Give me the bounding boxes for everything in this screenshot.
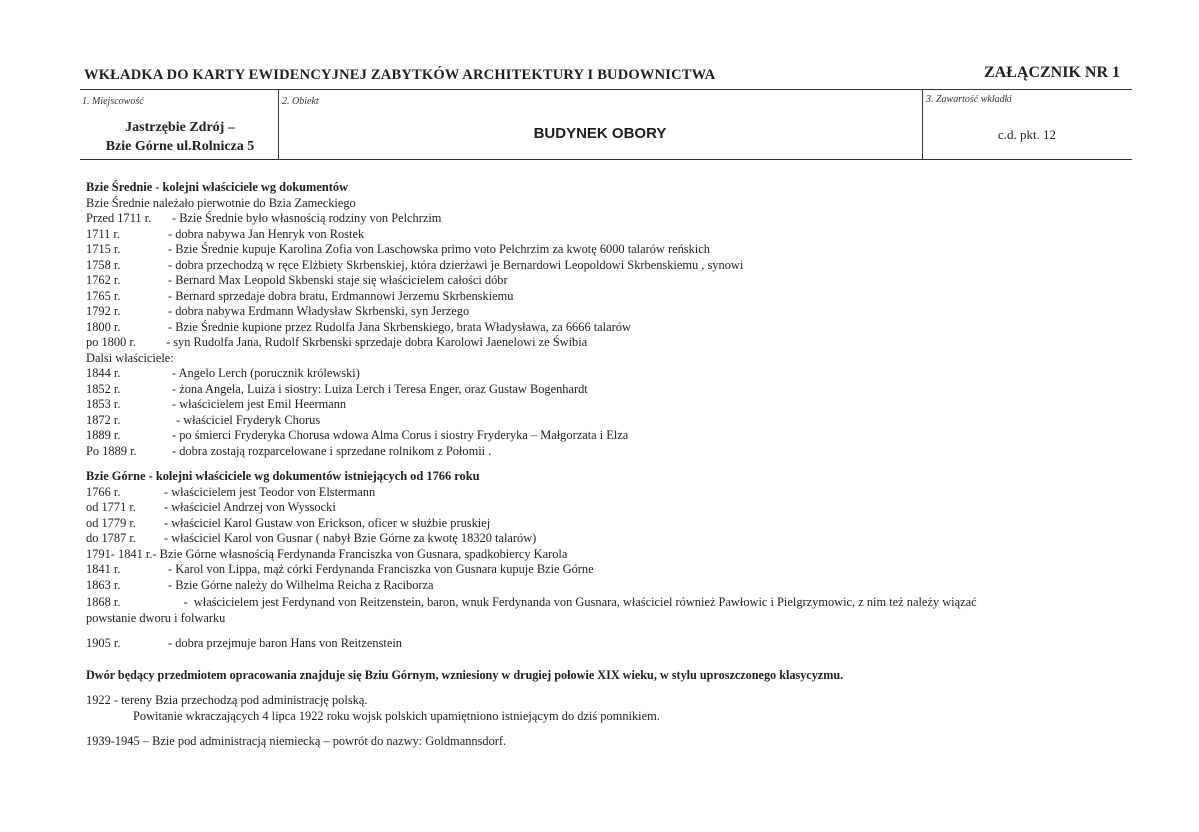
entry-text: - dobra przejmuje baron Hans von Reitzenstein <box>168 636 402 650</box>
list-item <box>86 636 1136 652</box>
list-item <box>86 428 1136 444</box>
place-value <box>80 118 280 156</box>
entry-text: - syn Rudolfa Jana, Rudolf Skrbenski sprzedaje dobra Karolowi Jaenelowi ze Świbia <box>166 335 588 349</box>
table-bottom-border <box>80 159 1132 160</box>
entry-date: do 1787 r. <box>86 531 136 545</box>
entry-date: 1844 r. <box>86 366 121 380</box>
entry-text: - właściciel Karol von Gusnar ( nabył Bzie Górne za kwotę 18320 talarów) <box>164 531 537 545</box>
document-title: WKŁADKA DO KARTY EWIDENCYJNEJ ZABYTKÓW ARCHITEKTURY I BUDOWNICTWA <box>84 67 716 83</box>
entry-text: - właściciel Andrzej von Wyssocki <box>164 500 336 514</box>
entry-text: - żona Angela, Luiza i siostry: Luiza Lerch i Teresa Enger, oraz Gustaw Bogenhardt <box>172 381 588 396</box>
entry-date: 1800 r. <box>86 319 121 334</box>
section-heading: Bzie Średnie - kolejni właściciele wg dokumentów <box>86 180 349 194</box>
later-owners-label: Dalsi właściciele: <box>86 350 174 365</box>
entry-text: - Bzie Średnie kupione przez Rudolfa Jana Skrbenskiego, brata Władysława, za 6666 talarów <box>168 319 631 334</box>
entry-text: - właściciel Fryderyk Chorus <box>176 412 321 427</box>
entry-date: 1715 r. <box>86 242 121 256</box>
list-item <box>86 258 1136 274</box>
list-item <box>86 320 1136 336</box>
ownership-list <box>86 485 1136 652</box>
entry-text: - Karol von Lippa, mąż córki Ferdynanda Franciszka von Gusnara kupuje Bzie Górne <box>168 562 594 576</box>
paragraph: 1922 - tereny Bzia przechodzą pod administrację polską. <box>86 693 368 707</box>
entry-date: 1863 r. <box>86 577 121 592</box>
list-item <box>86 304 1136 320</box>
list-item <box>86 485 1136 501</box>
entry-text: - Bzie Górne należy do Wilhelma Reicha z Raciborza <box>168 577 434 592</box>
entry-date: Przed 1711 r. <box>86 211 152 225</box>
entry-date: 1853 r. <box>86 397 121 411</box>
list-item <box>86 531 1136 547</box>
object-value: BUDYNEK OBORY <box>533 125 667 142</box>
entry-text: - Bzie Średnie kupuje Karolina Zofia von Laschowska primo voto Pelchrzim za kwotę 6000 talarów reńskich <box>168 242 710 256</box>
entry-date: 1711 r. <box>86 226 120 241</box>
entry-date: 1889 r. <box>86 428 121 442</box>
entry-date: 1792 r. <box>86 304 121 318</box>
entry-date: 1872 r. <box>86 412 121 427</box>
paragraph: Bzie Średnie należało pierwotnie do Bzia Zameckiego <box>86 195 356 210</box>
list-item <box>86 366 1136 382</box>
manor-paragraph: Dwór będący przedmiotem opracowania znajduje się Bziu Górnym, wzniesiony w drugiej połowie XIX wieku, w stylu uproszczonego klasycyzmu. <box>86 667 844 682</box>
entry-text: - właściciel Karol Gustaw von Erickson, oficer w służbie pruskiej <box>164 515 491 530</box>
entry-text: - właścicielem jest Ferdynand von Reitzenstein, baron, wnuk Ferdynanda von Gusnara, właściciel również Pawłowic i Pielgrzymowic, z nim też należy wiązać <box>168 595 977 609</box>
list-item <box>86 500 1136 516</box>
list-item <box>86 289 1136 305</box>
entry-date: 1758 r. <box>86 257 121 272</box>
place-line: Bzie Górne ul.Rolnicza 5 <box>105 139 255 154</box>
annex-label: ZAŁĄCZNIK NR 1 <box>984 64 1121 81</box>
document-body <box>86 180 1136 750</box>
table-top-border <box>80 89 1132 90</box>
list-item-continuation: powstanie dworu i folwarku <box>86 610 226 625</box>
ownership-list <box>86 211 1136 351</box>
list-item <box>86 562 1136 578</box>
entry-date: Po 1889 r. <box>86 443 137 458</box>
list-item <box>86 382 1136 398</box>
list-item <box>86 413 1136 429</box>
entry-date: 1841 r. <box>86 562 121 576</box>
entry-text: - dobra nabywa Jan Henryk von Rostek <box>168 226 365 241</box>
entry-text: - Angelo Lerch (porucznik królewski) <box>172 366 360 380</box>
entry-text: - Bernard sprzedaje dobra bratu, Erdmannowi Jerzemu Skrbenskiemu <box>168 288 514 303</box>
list-item: 1791- 1841 r.- Bzie Górne własnością Ferdynanda Franciszka von Gusnara, spadkobiercy Karola <box>86 546 568 561</box>
contents-value: c.d. pkt. 12 <box>997 127 1057 142</box>
entry-text: - właścicielem jest Teodor von Elstermann <box>164 484 376 499</box>
entry-date: 1868 r. <box>86 595 121 609</box>
list-item <box>86 335 1136 351</box>
entry-text: - po śmierci Fryderyka Chorusa wdowa Alma Corus i siostry Fryderyka – Małgorzata i Elza <box>172 428 629 442</box>
entry-text: - dobra zostają rozparcelowane i sprzedane rolnikom z Połomii . <box>172 443 492 458</box>
contents-caption: 3. Zawartość wkładki <box>926 94 1012 105</box>
place-line: Jastrzębie Zdrój – <box>125 120 235 135</box>
list-item <box>86 397 1136 413</box>
cell-divider <box>922 89 923 159</box>
paragraph: 1939-1945 – Bzie pod administracją niemiecką – powrót do nazwy: Goldmannsdorf. <box>86 734 507 748</box>
list-item <box>86 242 1136 258</box>
entry-text: - Bzie Średnie było własnością rodziny von Pelchrzim <box>172 211 442 225</box>
entry-date: 1765 r. <box>86 288 121 303</box>
entry-date: 1762 r. <box>86 273 121 287</box>
entry-date: po 1800 r. <box>86 335 136 349</box>
list-item <box>86 273 1136 289</box>
list-item <box>86 227 1136 243</box>
list-item <box>86 211 1136 227</box>
header-table <box>80 89 1132 160</box>
entry-text: - dobra nabywa Erdmann Władysław Skrbenski, syn Jerzego <box>168 304 470 318</box>
list-item <box>86 444 1136 460</box>
entry-text: - właścicielem jest Emil Heermann <box>172 397 347 411</box>
entry-date: 1852 r. <box>86 381 121 396</box>
list-item <box>86 595 1136 611</box>
entry-text: - dobra przechodzą w ręce Elżbiety Skrbenskiej, która dzierżawi je Bernardowi Leopoldowi Skrbenskiemu , synowi <box>168 257 744 272</box>
list-item <box>86 516 1136 532</box>
entry-date: 1766 r. <box>86 484 121 499</box>
section-heading: Bzie Górne - kolejni właściciele wg dokumentów istniejących od 1766 roku <box>86 469 480 483</box>
later-owners-list <box>86 366 1136 459</box>
entry-date: 1905 r. <box>86 636 121 650</box>
paragraph: Powitanie wkraczających 4 lipca 1922 roku wojsk polskich upamiętniono istniejącym do dziś pomnikiem. <box>133 708 660 723</box>
entry-text: - Bernard Max Leopold Skbenski staje się właścicielem całości dóbr <box>168 273 508 287</box>
object-caption: 2. Obiekt <box>282 96 319 107</box>
place-caption: 1. Miejscowość <box>82 96 144 107</box>
entry-date: od 1779 r. <box>86 515 136 530</box>
entry-date: od 1771 r. <box>86 500 136 514</box>
list-item <box>86 578 1136 594</box>
